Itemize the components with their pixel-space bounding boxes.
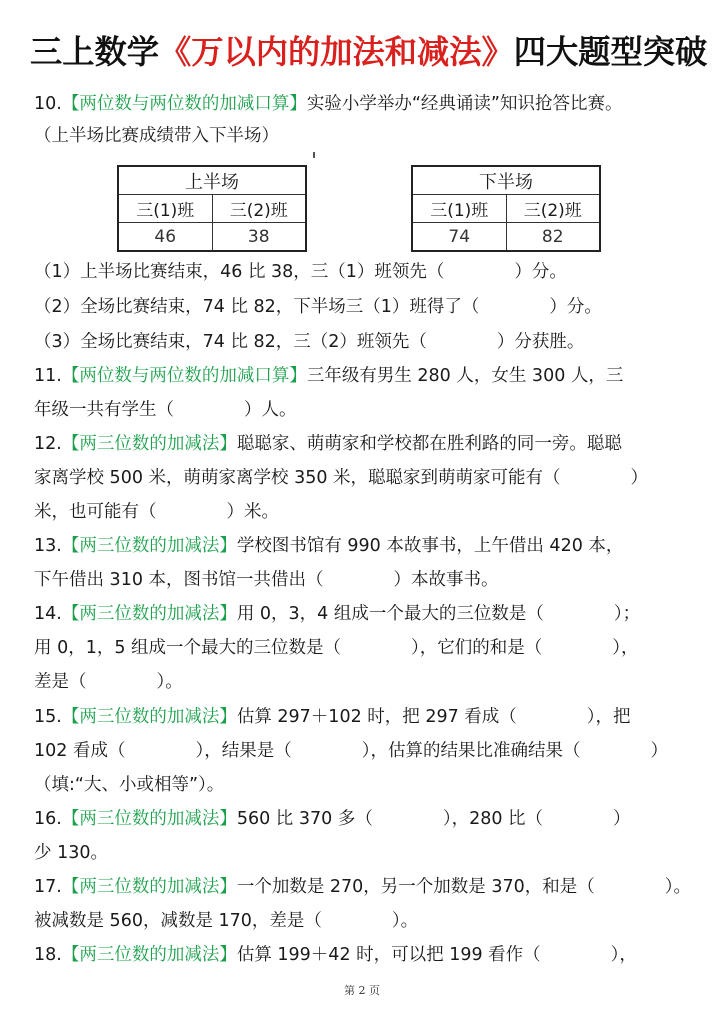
question-number: 12. (34, 434, 62, 454)
table-header-class-2: 三(2)班 (506, 195, 600, 223)
question-13-line-1 (34, 532, 694, 560)
question-type-tag: 【两三位数的加减法】 (61, 536, 237, 556)
question-15-line-3: （填:“大、小或相等”）。 (34, 775, 225, 795)
question-text: 估算 297＋102 时，把 297 看成（ ），把 (236, 707, 631, 727)
page-number: 第 2 页 (344, 984, 380, 997)
question-13-line-2: 下午借出 310 本，图书馆一共借出（ ）本故事书。 (34, 570, 499, 590)
title-highlight: 《万以内的加法和减法》 (159, 33, 514, 71)
table-cell-score-2: 82 (506, 223, 600, 252)
question-type-tag: 【两位数与两位数的加减口算】 (61, 366, 307, 386)
question-number: 13. (34, 536, 62, 556)
question-text: 一个加数是 270，另一个加数是 370，和是（ ）。 (236, 877, 692, 897)
title-prefix: 三上数学 (30, 33, 159, 71)
question-18-line-1 (34, 941, 694, 969)
question-type-tag: 【两三位数的加减法】 (61, 604, 237, 624)
question-text: 三年级有男生 280 人，女生 300 人，三 (306, 366, 624, 386)
question-text: 估算 199＋42 时，可以把 199 看作（ ）， (236, 945, 637, 965)
title-suffix: 四大题型突破 (513, 33, 708, 71)
question-type-tag: 【两位数与两位数的加减口算】 (61, 94, 307, 114)
question-10-sub-2: （2）全场比赛结束，74 比 82，下半场三（1）班得了（ ）分。 (34, 297, 602, 317)
table-header-class-1: 三(1)班 (118, 195, 212, 223)
question-number: 11. (34, 366, 62, 386)
question-10-stem (34, 90, 694, 118)
question-type-tag: 【两三位数的加减法】 (61, 945, 237, 965)
question-11-line-1 (34, 362, 694, 390)
question-14-line-3: 差是（ ）。 (34, 672, 183, 692)
question-14-line-2: 用 0，1，5 组成一个最大的三位数是（ ），它们的和是（ ）， (34, 638, 639, 658)
table-header-class-2: 三(2)班 (212, 195, 306, 223)
page-title (30, 30, 710, 74)
question-10-sub-1: （1）上半场比赛结束，46 比 38，三（1）班领先（ ）分。 (34, 262, 567, 282)
question-text: 用 0，3，4 组成一个最大的三位数是（ ）； (236, 604, 641, 624)
question-number: 15. (34, 707, 62, 727)
table-cell-score-2: 38 (212, 223, 306, 252)
question-text: 实验小学举办“经典诵读”知识抢答比赛。 (306, 94, 623, 114)
question-15-line-1 (34, 703, 694, 731)
second-half-table (411, 165, 601, 252)
question-text: 560 比 370 多（ ），280 比（ ） (236, 809, 631, 829)
question-number: 16. (34, 809, 62, 829)
question-17-line-2: 被减数是 560，减数是 170，差是（ ）。 (34, 911, 419, 931)
question-12-line-1 (34, 430, 694, 458)
question-number: 10. (34, 94, 62, 114)
divider-mark (313, 152, 315, 158)
question-number: 17. (34, 877, 62, 897)
question-type-tag: 【两三位数的加减法】 (61, 707, 237, 727)
question-type-tag: 【两三位数的加减法】 (61, 809, 237, 829)
question-12-line-3: 米，也可能有（ ）米。 (34, 502, 279, 522)
question-15-line-2: 102 看成（ ），结果是（ ），估算的结果比准确结果（ ） (34, 741, 668, 761)
question-16-line-2: 少 130。 (34, 843, 108, 863)
question-16-line-1 (34, 805, 694, 833)
table-title: 上半场 (118, 166, 306, 195)
question-text: 聪聪家、萌萌家和学校都在胜利路的同一旁。聪聪 (236, 434, 622, 454)
question-11-line-2: 年级一共有学生（ ）人。 (34, 400, 297, 420)
table-title: 下半场 (412, 166, 600, 195)
question-14-line-1 (34, 600, 694, 628)
question-10-sub-3: （3）全场比赛结束，74 比 82，三（2）班领先（ ）分获胜。 (34, 332, 585, 352)
table-cell-score-1: 74 (412, 223, 506, 252)
question-12-line-2: 家离学校 500 米，萌萌家离学校 350 米，聪聪家到萌萌家可能有（ ） (34, 468, 649, 488)
question-type-tag: 【两三位数的加减法】 (61, 434, 237, 454)
question-10-note: （上半场比赛成绩带入下半场） (34, 126, 279, 146)
table-cell-score-1: 46 (118, 223, 212, 252)
question-number: 14. (34, 604, 62, 624)
question-17-line-1 (34, 873, 694, 901)
first-half-table (117, 165, 307, 252)
question-type-tag: 【两三位数的加减法】 (61, 877, 237, 897)
question-text: 学校图书馆有 990 本故事书，上午借出 420 本， (236, 536, 624, 556)
question-number: 18. (34, 945, 62, 965)
table-header-class-1: 三(1)班 (412, 195, 506, 223)
